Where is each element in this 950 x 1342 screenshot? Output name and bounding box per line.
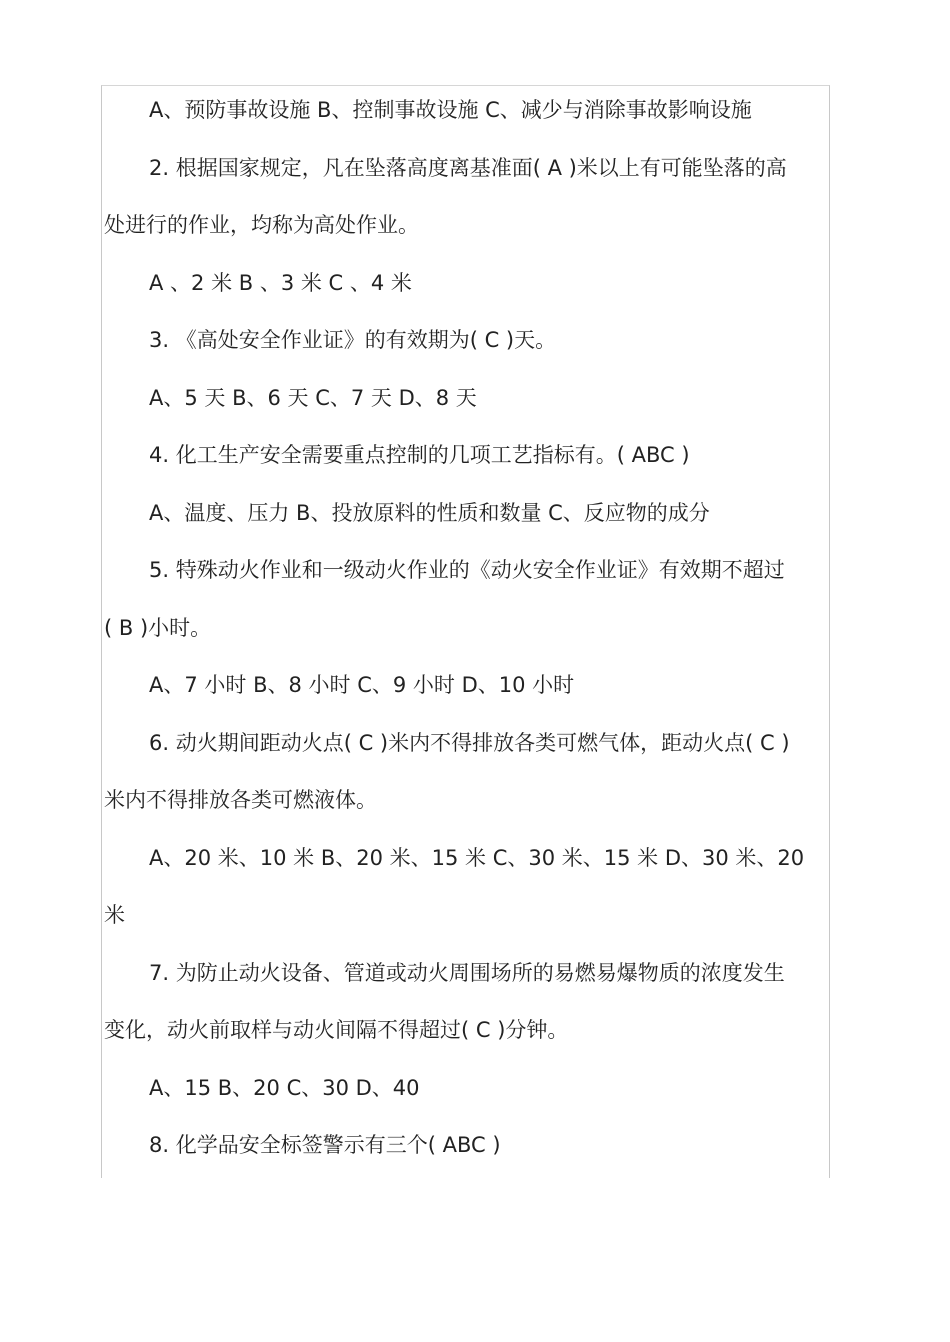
options-2: A 、2 米 B 、3 米 C 、4 米 [149, 271, 412, 295]
question-2: 2. 根据国家规定，凡在坠落高度离基准面( A )米以上有可能坠落的高 [149, 156, 787, 180]
option-line: A、预防事故设施 B、控制事故设施 C、减少与消除事故影响设施 [149, 98, 752, 122]
options-6: A、20 米、10 米 B、20 米、15 米 C、30 米、15 米 D、30 米、20 [149, 846, 805, 870]
question-7-continued: 变化，动火前取样与动火间隔不得超过( C )分钟。 [104, 1018, 569, 1042]
question-2-continued: 处进行的作业，均称为高处作业。 [104, 213, 419, 237]
question-6: 6. 动火期间距动火点( C )米内不得排放各类可燃气体，距动火点( C ) [149, 731, 790, 755]
options-4: A、温度、压力 B、投放原料的性质和数量 C、反应物的成分 [149, 501, 710, 525]
options-6-continued: 米 [104, 903, 125, 927]
question-7: 7. 为防止动火设备、管道或动火周围场所的易燃易爆物质的浓度发生 [149, 961, 785, 985]
options-7: A、15 B、20 C、30 D、40 [149, 1076, 420, 1100]
question-6-continued: 米内不得排放各类可燃液体。 [104, 788, 377, 812]
question-4: 4. 化工生产安全需要重点控制的几项工艺指标有。( ABC ) [149, 443, 690, 467]
options-3: A、5 天 B、6 天 C、7 天 D、8 天 [149, 386, 477, 410]
question-3: 3. 《高处安全作业证》的有效期为( C )天。 [149, 328, 557, 352]
question-5-continued: ( B )小时。 [104, 616, 212, 640]
question-5: 5. 特殊动火作业和一级动火作业的《动火安全作业证》有效期不超过 [149, 558, 785, 582]
question-8: 8. 化学品安全标签警示有三个( ABC ) [149, 1133, 501, 1157]
options-5: A、7 小时 B、8 小时 C、9 小时 D、10 小时 [149, 673, 575, 697]
